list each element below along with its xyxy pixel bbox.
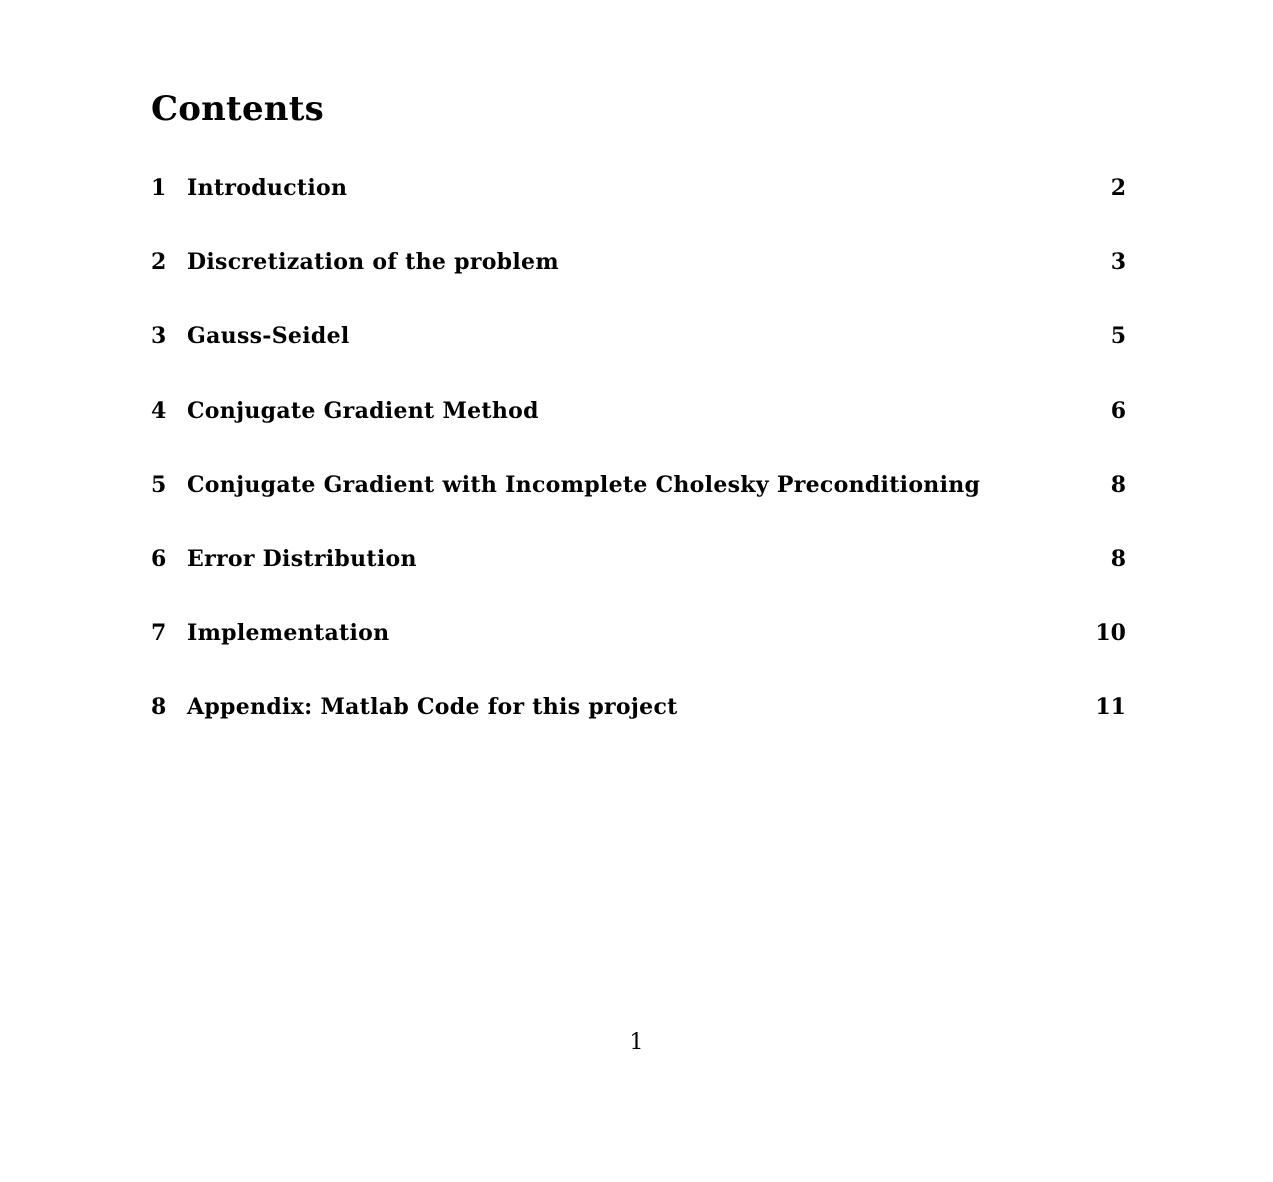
toc-entry-preconditioning	[151, 467, 1126, 541]
toc-entry-discretization	[151, 244, 1126, 318]
page-number: 1	[629, 1030, 644, 1055]
toc-entry-introduction	[151, 170, 1126, 244]
section-page: 3	[1110, 249, 1126, 276]
section-title: Implementation	[187, 620, 390, 647]
section-page: 6	[1110, 397, 1126, 424]
toc-entry-implementation	[151, 615, 1126, 689]
contents-heading: Contents	[151, 89, 324, 129]
section-page: 10	[1095, 620, 1126, 647]
section-title: Conjugate Gradient Method	[187, 397, 539, 424]
section-number: 2	[151, 249, 167, 276]
section-page: 8	[1110, 471, 1126, 498]
section-title: Introduction	[187, 175, 348, 201]
section-title: Gauss-Seidel	[187, 323, 350, 350]
section-number: 7	[151, 620, 167, 647]
section-number: 8	[151, 694, 167, 721]
section-number: 3	[151, 323, 167, 350]
section-number: 6	[151, 545, 167, 572]
section-page: 8	[1110, 545, 1126, 572]
toc-entry-error-distribution	[151, 541, 1126, 615]
section-page: 11	[1095, 694, 1126, 721]
toc-list	[151, 170, 1126, 764]
toc-entry-appendix	[151, 689, 1126, 763]
section-number: 5	[151, 471, 167, 498]
section-title: Error Distribution	[187, 545, 417, 572]
toc-entry-conjugate-gradient	[151, 393, 1126, 467]
section-title: Appendix: Matlab Code for this project	[187, 694, 678, 721]
section-number: 4	[151, 397, 167, 424]
toc-entry-gauss-seidel	[151, 318, 1126, 392]
section-page: 5	[1110, 323, 1126, 350]
section-title: Discretization of the problem	[187, 249, 559, 276]
section-page: 2	[1110, 175, 1126, 201]
section-title: Conjugate Gradient with Incomplete Cholesky Preconditioning	[187, 471, 981, 498]
section-number: 1	[151, 175, 167, 201]
